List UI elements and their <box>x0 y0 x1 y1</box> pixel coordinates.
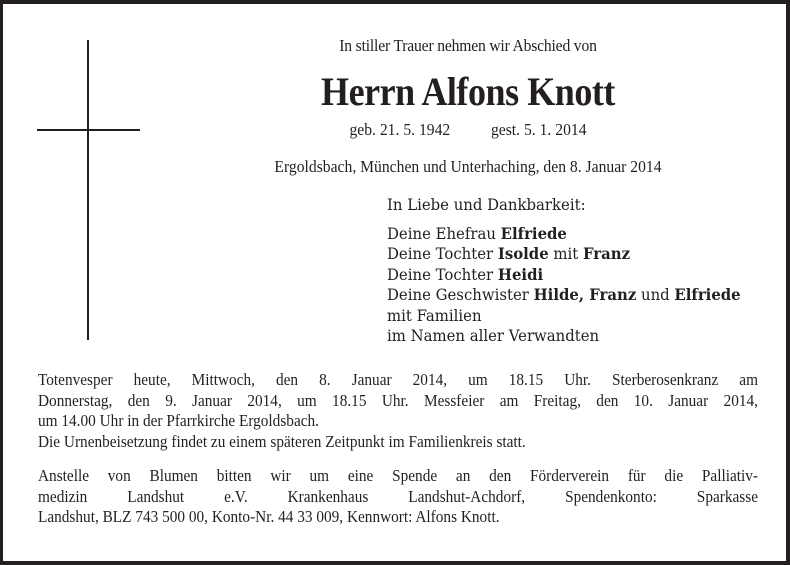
family-line-name: Franz <box>582 244 631 263</box>
family-line <box>387 265 741 286</box>
services-line: Donnerstag, den 9. Januar 2014, um 18.15 Uhr. Messfeier am Freitag, den 10. Januar 2014, <box>38 390 758 410</box>
family-line-text: Deine Tochter <box>387 244 498 263</box>
family-line-text: und <box>636 285 675 304</box>
donation-line: Landshut, BLZ 743 500 00, Konto-Nr. 44 33 009, Kennwort: Alfons Knott. <box>38 507 500 526</box>
donation-line: Anstelle von Blumen bitten wir um eine Spende an den Förderverein für die Palliativ- <box>38 466 758 485</box>
family-line-text: Deine Tochter <box>387 264 498 284</box>
intro-text: In stiller Trauer nehmen wir Abschied von <box>339 36 597 55</box>
donation-line: medizin Landshut e.V. Krankenhaus Landshut-Achdorf, Spendenkonto: Sparkasse <box>38 486 758 506</box>
family-line-text: im Namen aller Verwandten <box>387 326 600 345</box>
family-line <box>387 244 741 265</box>
services-line: um 14.00 Uhr in der Pfarrkirche Ergoldsbach. <box>38 411 319 430</box>
family-line-text: Deine Ehefrau <box>387 223 501 243</box>
family-line <box>387 224 741 245</box>
family-line-name: Isolde <box>497 244 549 263</box>
family-block <box>387 195 741 347</box>
cross-vertical-bar <box>87 40 89 340</box>
cross-horizontal-bar <box>37 129 140 131</box>
life-dates <box>169 120 767 140</box>
family-line <box>387 285 741 306</box>
family-heading: In Liebe und Dankbarkeit: <box>387 195 586 214</box>
family-line-text: mit <box>548 244 583 263</box>
family-line-name: Elfriede <box>674 285 741 304</box>
family-line-text: Deine Geschwister <box>387 285 534 304</box>
family-line <box>387 306 741 327</box>
birth-date: geb. 21. 5. 1942 <box>349 120 451 139</box>
services-line: Die Urnenbeisetzung findet zu einem späteren Zeitpunkt im Familienkreis statt. <box>38 431 526 451</box>
donation-paragraph <box>38 466 758 528</box>
death-date: gest. 5. 1. 2014 <box>490 120 587 139</box>
family-line-name: Elfriede <box>500 223 567 243</box>
services-line: Totenvesper heute, Mittwoch, den 8. Januar 2014, um 18.15 Uhr. Sterberosenkranz am <box>38 370 758 389</box>
family-line-name: Heidi <box>497 264 544 284</box>
family-line-text: mit Familien <box>387 305 482 325</box>
services-paragraph <box>38 370 758 452</box>
family-line-name: Hilde, Franz <box>533 285 637 304</box>
place-and-date: Ergoldsbach, München und Unterhaching, den 8. Januar 2014 <box>274 157 662 176</box>
family-line <box>387 326 741 347</box>
deceased-name: Herrn Alfons Knott <box>321 69 615 114</box>
